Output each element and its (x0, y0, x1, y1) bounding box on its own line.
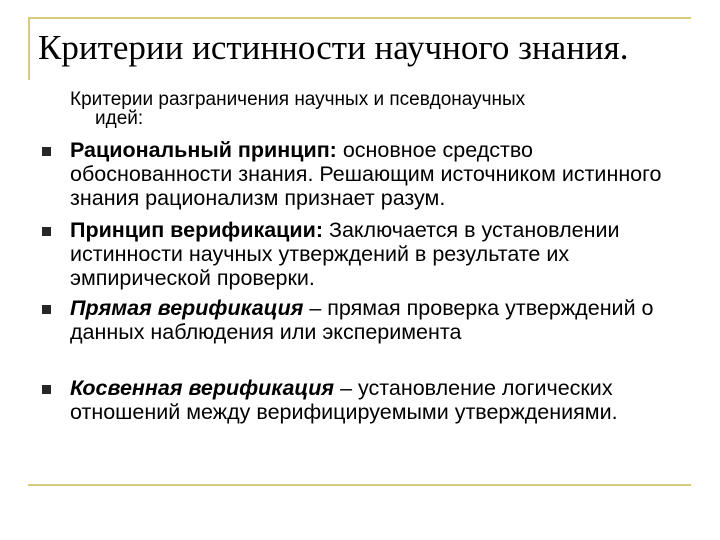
square-bullet-icon (42, 305, 51, 314)
bullet-term: Прямая верификация (70, 296, 304, 320)
bullet-term: Косвенная верификация (70, 376, 335, 400)
frame-left-line (28, 17, 30, 80)
bullet-body (70, 218, 700, 290)
bullet-text: Заключается в установлении истинности научных утверждений в результате их эмпирической проверки. (70, 218, 620, 290)
square-bullet-icon (42, 147, 51, 156)
bullet-text: основное средство обоснованности знания. Решающим источником истинного знания рационализм признает разум. (70, 138, 662, 210)
bullet-direct-verification (40, 296, 700, 376)
subtitle-line-2: идей: (95, 108, 144, 129)
square-bullet-icon (42, 385, 51, 394)
bullet-text: – установление логических отношений между верифицируемыми утверждениями. (70, 376, 618, 424)
frame-bottom-line (28, 484, 691, 486)
slide-title: Критерии истинности научного знания. (38, 28, 629, 67)
bullet-term: Рациональный принцип: (70, 138, 337, 162)
bullet-body (70, 296, 700, 344)
subtitle-line-1: Критерии разграничения научных и псевдонаучных (70, 89, 526, 110)
frame-top-line (28, 17, 691, 19)
bullet-term: Принцип верификации: (70, 218, 323, 242)
bullet-text: – прямая проверка утверждений о данных наблюдения или эксперимента (70, 296, 654, 344)
subtitle (70, 90, 670, 128)
bullet-list (40, 138, 700, 454)
bullet-body (70, 138, 700, 210)
square-bullet-icon (42, 227, 51, 236)
bullet-rational-principle (40, 138, 700, 218)
bullet-indirect-verification (40, 376, 700, 454)
bullet-body (70, 376, 700, 424)
bullet-verification-principle (40, 218, 700, 296)
